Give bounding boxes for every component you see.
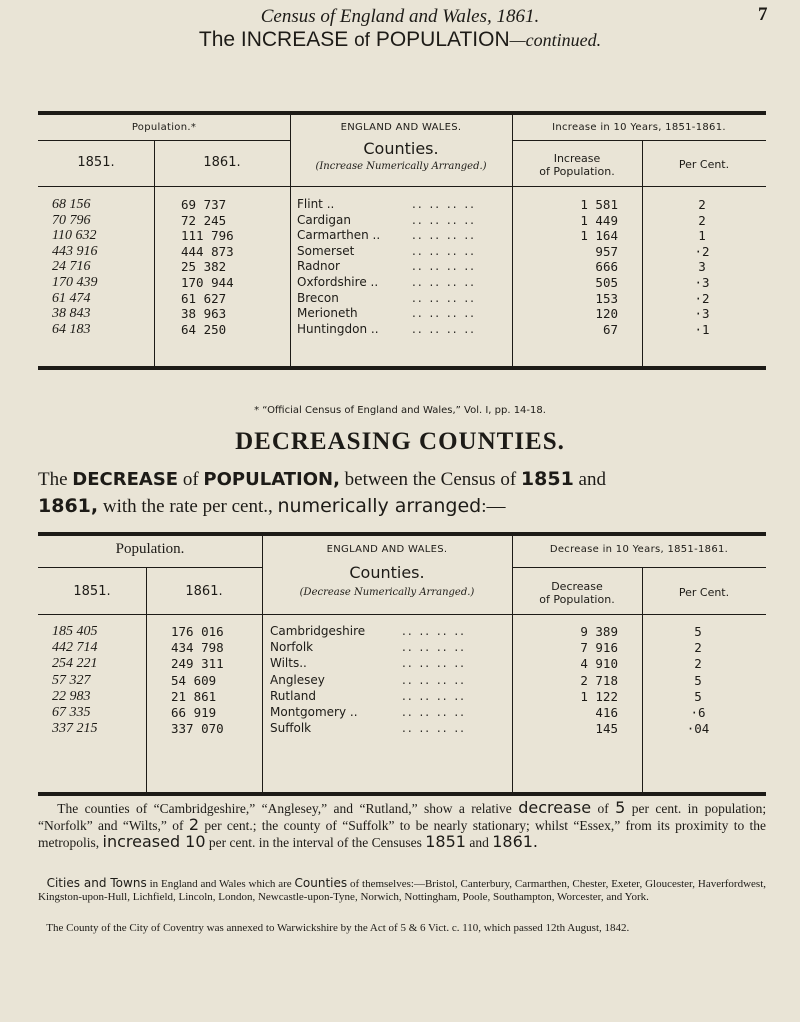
p1-b: of <box>597 801 609 816</box>
header-bottom-rule <box>38 186 766 187</box>
cell-county: Rutland <box>270 688 317 703</box>
cell-change: 2 718 <box>580 672 618 688</box>
running-head: Census of England and Wales, 1861. <box>260 6 540 27</box>
header-bottom-rule <box>38 614 766 615</box>
p1-c: per cent. in population; “Norfolk” and “Wilts,” of <box>38 801 767 833</box>
cell-leader-dots: .. .. .. .. <box>412 212 476 227</box>
cell-change: 505 <box>595 275 618 290</box>
cell-percent: 3 <box>698 259 706 275</box>
subtitle-numerically: numerically arranged <box>277 495 482 517</box>
subtitle-between: between the Census of <box>344 469 517 490</box>
table-top-rule <box>38 111 766 115</box>
cell-leader-dots: .. .. .. .. <box>412 306 476 321</box>
head-population: Population.* <box>131 122 197 133</box>
head-change-sub-line1: Decrease <box>551 580 603 593</box>
cell-change: 1 581 <box>580 197 618 212</box>
cell-leader-dots: .. .. .. .. <box>412 228 476 243</box>
change-subhead-rule <box>512 140 766 141</box>
cell-change: 67 <box>602 321 618 337</box>
p1-a: The counties of “Cambridgeshire,” “Anglesey,” and “Rutland,” show a relative <box>57 801 512 816</box>
subtitle-with: with the rate per cent., <box>102 496 273 517</box>
head-1851: 1851. <box>73 584 111 599</box>
cell-percent: 5 <box>694 688 702 704</box>
cell-county: Radnor <box>297 259 340 274</box>
head-change: Decrease in 10 Years, 1851-1861. <box>549 544 729 555</box>
increase-table-title <box>0 28 800 52</box>
head-counties: Counties. <box>363 139 439 158</box>
cell-percent: 2 <box>698 212 706 228</box>
title-continued: —continued. <box>509 30 602 50</box>
cell-1851: 64 183 <box>52 321 91 337</box>
p2-cities-towns: Cities and Towns <box>46 876 147 890</box>
cell-1861: 111 796 <box>181 228 234 244</box>
title-main: The INCREASE <box>198 28 349 51</box>
commentary-paragraph <box>38 800 766 851</box>
table-row <box>0 275 800 290</box>
cell-percent: ·04 <box>686 721 710 737</box>
cell-county: Brecon <box>297 290 339 305</box>
decrease-subtitle <box>38 466 778 520</box>
cell-1861: 25 382 <box>181 259 227 275</box>
subtitle-the: The <box>38 469 68 490</box>
cell-percent: ·1 <box>694 321 710 337</box>
head-population: Population. <box>115 541 185 557</box>
cell-county: Wilts.. <box>270 656 307 671</box>
head-region: ENGLAND AND WALES. <box>340 122 462 133</box>
table-row <box>0 291 800 306</box>
cell-leader-dots: .. .. .. .. <box>412 243 476 258</box>
cell-county: Huntingdon .. <box>297 321 379 336</box>
cell-county: Cambridgeshire <box>270 624 366 638</box>
population-subhead-rule <box>38 140 290 141</box>
cell-1851: 67 335 <box>52 705 91 720</box>
table-row <box>0 689 800 704</box>
cell-leader-dots: .. .. .. .. <box>402 705 466 719</box>
cell-1851: 68 156 <box>52 197 91 212</box>
table-top-rule <box>38 532 766 536</box>
head-change: Increase in 10 Years, 1851-1861. <box>552 122 726 133</box>
cell-1851: 24 716 <box>52 259 91 275</box>
cell-change: 666 <box>595 259 618 275</box>
head-counties: Counties. <box>349 563 425 582</box>
cell-1861: 69 737 <box>181 197 227 212</box>
cell-percent: ·2 <box>694 290 710 306</box>
cell-leader-dots: .. .. .. .. <box>402 688 466 703</box>
table-row <box>0 244 800 259</box>
table-row <box>0 213 800 228</box>
cell-1861: 444 873 <box>181 243 234 259</box>
cell-county: Merioneth <box>297 306 358 321</box>
p2-a: in England and Wales which are <box>149 878 292 890</box>
cell-1851: 185 405 <box>52 624 98 639</box>
head-pct: Per Cent. <box>678 586 730 599</box>
cell-percent: 2 <box>698 197 706 212</box>
table-row <box>0 306 800 321</box>
cell-change: 9 389 <box>580 624 618 639</box>
cell-change: 145 <box>595 721 618 737</box>
cell-1851: 57 327 <box>52 672 91 688</box>
cell-leader-dots: .. .. .. .. <box>402 640 466 655</box>
cell-1851: 61 474 <box>52 290 91 306</box>
cell-1861: 337 070 <box>171 721 224 737</box>
change-subhead-rule <box>512 567 766 568</box>
cell-1851: 170 439 <box>52 275 98 290</box>
cell-leader-dots: .. .. .. .. <box>402 624 466 638</box>
table-row <box>0 656 800 671</box>
cell-1861: 434 798 <box>171 640 224 656</box>
head-region: ENGLAND AND WALES. <box>326 544 448 555</box>
cell-1861: 21 861 <box>171 688 217 704</box>
head-arranged: (Decrease Numerically Arranged.) <box>299 587 475 598</box>
subtitle-of: of <box>182 469 199 490</box>
p1-5: 5 <box>615 798 626 817</box>
cell-1851: 70 796 <box>52 212 91 228</box>
head-1861: 1861. <box>185 584 223 599</box>
cell-1861: 61 627 <box>181 290 227 306</box>
cell-1861: 38 963 <box>181 306 227 322</box>
head-1861: 1861. <box>203 155 241 170</box>
cell-county: Oxfordshire .. <box>297 275 379 289</box>
head-arranged: (Increase Numerically Arranged.) <box>315 161 487 172</box>
cell-leader-dots: .. .. .. .. <box>412 197 476 211</box>
cell-percent: 2 <box>694 656 702 672</box>
cell-1861: 170 944 <box>181 275 234 290</box>
coventry-paragraph <box>38 922 766 935</box>
p1-1851: 1851 <box>425 832 466 851</box>
cell-1861: 176 016 <box>171 624 224 639</box>
table-row <box>0 197 800 212</box>
cell-change: 1 449 <box>580 212 618 228</box>
cell-1851: 254 221 <box>52 656 98 672</box>
cell-county: Montgomery .. <box>270 705 358 719</box>
cell-1851: 22 983 <box>52 688 91 704</box>
cell-leader-dots: .. .. .. .. <box>412 275 476 289</box>
footnote: * “Official Census of England and Wales,” Vol. I, pp. 14-18. <box>254 405 546 416</box>
table-row <box>0 721 800 736</box>
cell-percent: 5 <box>694 624 702 639</box>
cell-change: 1 164 <box>580 228 618 244</box>
cell-change: 4 910 <box>580 656 618 672</box>
cell-1861: 66 919 <box>171 705 217 720</box>
title-population: POPULATION <box>375 28 510 51</box>
cell-percent: ·6 <box>690 705 706 720</box>
p1-2: 2 <box>188 815 199 834</box>
p1-d: per cent.; the county of “Suffolk” to be nearly stationary; whilst “Essex,” from its proximity to the metropolis, <box>38 818 767 850</box>
cell-percent: 5 <box>694 672 702 688</box>
cell-1851: 337 215 <box>52 721 98 737</box>
head-change-sub-line2: of Population. <box>539 165 615 178</box>
subtitle-1851: 1851 <box>520 468 574 490</box>
head-1851: 1851. <box>77 155 115 170</box>
p3-text: The County of the City of Coventry was annexed to Warwickshire by the Act of 5 & 6 Vict. c. 110, which passed 12th August, 1842. <box>46 922 630 934</box>
table-row <box>0 705 800 720</box>
cell-1851: 38 843 <box>52 306 91 322</box>
cell-1861: 72 245 <box>181 212 227 228</box>
table-bottom-rule <box>38 792 766 796</box>
table-row <box>0 673 800 688</box>
cell-change: 416 <box>595 705 618 720</box>
subtitle-population: POPULATION, <box>203 469 340 490</box>
title-of: of <box>354 30 370 51</box>
cell-percent: 2 <box>694 640 702 656</box>
cell-change: 153 <box>595 290 618 306</box>
page-number: 7 <box>758 4 768 25</box>
cell-1851: 442 714 <box>52 640 98 656</box>
decreasing-counties-heading: DECREASING COUNTIES. <box>235 428 565 455</box>
table-bottom-rule <box>38 366 766 370</box>
cell-1851: 110 632 <box>52 228 97 244</box>
table-row <box>0 640 800 655</box>
cell-leader-dots: .. .. .. .. <box>402 721 466 736</box>
p1-increased: increased 10 <box>102 832 206 851</box>
p2-b: of themselves:—Bristol, Canterbury, Carmarthen, Chester, Exeter, Gloucester, Haverfordwest, Kingston-upon-Hull, Lichfield, Lincoln, London, Newcastle-upon-Tyne, Norwich, Nottingham, Poole, Southampton, Worcester, and York. <box>38 878 766 903</box>
cell-percent: ·2 <box>694 243 710 259</box>
cell-change: 120 <box>595 306 618 322</box>
cell-county: Carmarthen .. <box>297 228 381 243</box>
cell-county: Anglesey <box>270 672 325 687</box>
cell-leader-dots: .. .. .. .. <box>402 672 466 687</box>
population-subhead-rule <box>38 567 262 568</box>
cell-change: 957 <box>595 243 618 259</box>
head-change-sub <box>512 152 642 178</box>
cell-leader-dots: .. .. .. .. <box>412 259 476 274</box>
subtitle-and: and <box>578 469 606 490</box>
table-row <box>0 624 800 639</box>
p1-f: and <box>469 835 489 850</box>
cell-percent: ·3 <box>694 306 710 322</box>
table-row <box>0 228 800 243</box>
subtitle-1861: 1861, <box>38 495 99 517</box>
cell-county: Somerset <box>297 243 355 258</box>
cell-county: Cardigan <box>297 212 351 227</box>
p1-1861: 1861. <box>492 832 539 851</box>
cell-county: Flint .. <box>297 197 335 211</box>
head-pct: Per Cent. <box>678 158 730 171</box>
cell-leader-dots: .. .. .. .. <box>412 321 476 336</box>
head-change-sub <box>512 580 642 606</box>
cell-county: Suffolk <box>270 721 312 736</box>
head-change-sub-line1: Increase <box>553 152 601 165</box>
cell-percent: ·3 <box>694 275 710 290</box>
p1-e: per cent. in the interval of the Censuses <box>208 835 422 850</box>
cell-1861: 249 311 <box>171 656 224 672</box>
head-change-sub-line2: of Population. <box>539 593 615 606</box>
cell-change: 1 122 <box>580 688 618 704</box>
cell-leader-dots: .. .. .. .. <box>412 290 476 305</box>
cell-percent: 1 <box>698 228 706 244</box>
cities-towns-paragraph <box>38 877 766 904</box>
cell-leader-dots: .. .. .. .. <box>402 656 466 671</box>
cell-1861: 54 609 <box>171 672 217 688</box>
subtitle-end: :— <box>481 496 506 517</box>
table-row <box>0 259 800 274</box>
cell-1861: 64 250 <box>181 321 227 337</box>
cell-1851: 443 916 <box>52 243 98 259</box>
subtitle-decrease: DECREASE <box>72 469 179 490</box>
cell-change: 7 916 <box>580 640 618 656</box>
p1-decrease: decrease <box>518 798 592 817</box>
cell-county: Norfolk <box>270 640 314 655</box>
p2-counties: Counties <box>294 876 348 890</box>
table-row <box>0 322 800 337</box>
